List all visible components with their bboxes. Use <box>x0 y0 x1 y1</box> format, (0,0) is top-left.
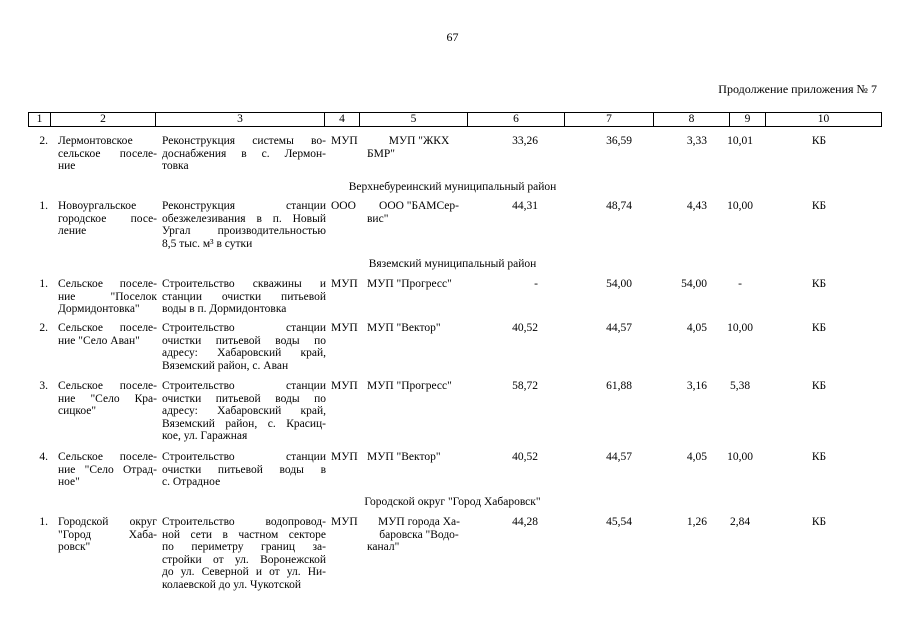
value-col-8: 3,33 <box>686 135 707 147</box>
value-col-7: 48,74 <box>606 200 632 212</box>
cell-line: МУП "Прогресс" <box>367 278 452 290</box>
value-col-8: 4,05 <box>686 451 707 463</box>
cell-line: МУП "Вектор" <box>367 451 441 463</box>
cell-line: Сельское поселе- <box>58 451 157 463</box>
cell-line: ление <box>58 225 87 237</box>
cell-line: ние "Село Кра- <box>58 392 157 405</box>
organization-cell <box>367 322 471 335</box>
cell-line: Сельское поселе- <box>58 380 157 392</box>
cell-line: Реконструкция системы во- <box>162 135 326 147</box>
cell-line: БМР" <box>367 147 395 160</box>
cell-line: Сельское поселе- <box>58 278 157 290</box>
description-cell <box>162 322 326 372</box>
cell-line: Строительство водопровод- <box>162 516 326 528</box>
section-heading: Городской округ "Город Хабаровск" <box>364 496 541 508</box>
description-cell <box>162 516 326 591</box>
municipality-cell <box>58 200 157 238</box>
page-number: 67 <box>446 30 459 44</box>
cell-line: Лермонтовское <box>58 135 133 147</box>
cell-line: Дормидонтовка" <box>58 303 140 315</box>
cell-line: Городской округ <box>58 516 157 528</box>
row-number: 1. <box>39 200 48 212</box>
cell-line: Строительство станции <box>162 322 326 334</box>
organization-cell <box>367 135 471 160</box>
cell-line: ние "Село Отрад- <box>58 463 157 476</box>
cell-line: с. Отрадное <box>162 476 221 488</box>
value-col-8: 1,26 <box>686 516 707 528</box>
row-number: 2. <box>39 322 48 334</box>
value-col-6: 33,26 <box>512 135 538 147</box>
funding-source: КБ <box>811 380 827 392</box>
description-cell <box>162 380 326 443</box>
header-col-7: 7 <box>565 113 654 127</box>
organization-cell <box>367 380 471 393</box>
cell-line: Вяземский район, с. Аван <box>162 359 289 372</box>
value-col-8: 3,16 <box>686 380 707 392</box>
funding-source: КБ <box>811 451 827 463</box>
cell-line: ровск" <box>58 541 91 553</box>
cell-line: Строительство скважины и <box>162 278 326 290</box>
value-col-6: 40,52 <box>512 451 538 463</box>
cell-line: стройки от ул. Воронежской <box>162 553 326 566</box>
org-type-cell: МУП <box>331 451 358 463</box>
cell-line: очистки питьевой воды в <box>162 463 326 476</box>
org-type-cell: МУП <box>331 322 358 334</box>
cell-line: МУП "ЖКХ <box>388 135 450 147</box>
cell-line: по периметру границ за- <box>162 541 326 553</box>
value-col-7: 36,59 <box>606 135 632 147</box>
cell-line: очистки питьевой воды по <box>162 334 326 347</box>
cell-line: городское посе- <box>58 212 157 225</box>
header-col-1: 1 <box>29 113 51 127</box>
cell-line: доснабжения в с. Лермон- <box>162 147 326 160</box>
cell-line: обезжелезивания в п. Новый <box>162 212 326 225</box>
section-heading: Верхнебуреинский муниципальный район <box>348 181 557 193</box>
cell-line: "Город Хаба- <box>58 528 157 541</box>
funding-source: КБ <box>811 516 827 528</box>
value-col-9: 10,01 <box>727 135 753 147</box>
org-type-cell: МУП <box>331 516 358 528</box>
cell-line: до ул. Северной и от ул. Ни- <box>162 566 326 578</box>
value-col-8: 4,43 <box>686 200 707 212</box>
cell-line: ной сети в частном секторе <box>162 528 326 541</box>
value-col-9: - <box>738 278 742 290</box>
municipality-cell <box>58 516 157 554</box>
municipality-cell <box>58 322 157 347</box>
cell-line: Сельское поселе- <box>58 322 157 334</box>
org-type-cell: ООО <box>331 200 356 212</box>
organization-cell <box>367 516 471 554</box>
municipality-cell <box>58 380 157 418</box>
value-col-9: 10,00 <box>727 322 753 334</box>
header-col-6: 6 <box>468 113 565 127</box>
cell-line: ООО "БАМСер- <box>379 200 459 212</box>
cell-line: Ургал производительностью <box>162 225 326 237</box>
value-col-8: 54,00 <box>681 278 707 290</box>
row-number: 2. <box>39 135 48 147</box>
municipality-cell <box>58 278 157 316</box>
cell-line: Реконструкция станции <box>162 200 326 212</box>
section-heading: Вяземский муниципальный район <box>368 258 537 270</box>
org-type-cell: МУП <box>331 135 358 147</box>
value-col-7: 45,54 <box>606 516 632 528</box>
cell-line: канал" <box>367 541 400 553</box>
organization-cell <box>367 278 471 291</box>
cell-line: баровска "Водо- <box>379 528 459 541</box>
header-col-9: 9 <box>730 113 766 127</box>
cell-line: товка <box>162 160 189 172</box>
cell-line: ние "Село Аван" <box>58 334 140 347</box>
funding-source: КБ <box>811 135 827 147</box>
row-number: 4. <box>39 451 48 463</box>
value-col-9: 10,00 <box>727 200 753 212</box>
description-cell <box>162 200 326 250</box>
value-col-9: 5,38 <box>729 380 751 392</box>
cell-line: ние "Поселок <box>58 290 157 303</box>
header-col-4: 4 <box>325 113 360 127</box>
cell-line: сицкое" <box>58 405 97 417</box>
cell-line: 8,5 тыс. м³ в сутки <box>162 237 253 250</box>
cell-line: Новоургальское <box>58 200 137 212</box>
header-col-2: 2 <box>51 113 156 127</box>
municipality-cell <box>58 451 157 489</box>
organization-cell <box>367 451 471 464</box>
value-col-6: 44,28 <box>512 516 538 528</box>
funding-source: КБ <box>811 278 827 290</box>
org-type-cell: МУП <box>331 380 358 392</box>
cell-line: Строительство станции <box>162 451 326 463</box>
cell-line: ное" <box>58 476 80 488</box>
description-cell <box>162 451 326 489</box>
cell-line: МУП "Вектор" <box>367 322 441 334</box>
value-col-9: 10,00 <box>727 451 753 463</box>
cell-line: колаевской до ул. Чукотской <box>162 578 302 591</box>
cell-line: воды в п. Дормидонтовка <box>162 303 287 315</box>
funding-source: КБ <box>811 322 827 334</box>
header-col-5: 5 <box>360 113 468 127</box>
description-cell <box>162 135 326 173</box>
appendix-note: Продолжение приложения № 7 <box>718 82 877 96</box>
cell-line: Вяземский район, с. Красиц- <box>162 417 326 430</box>
funding-source: КБ <box>811 200 827 212</box>
cell-line: МУП города Ха- <box>378 516 460 528</box>
cell-line: кое, ул. Гаражная <box>162 430 248 442</box>
cell-line: станции очистки питьевой <box>162 290 326 303</box>
cell-line: Строительство станции <box>162 380 326 392</box>
cell-line: сельское поселе- <box>58 147 157 160</box>
value-col-7: 54,00 <box>606 278 632 290</box>
cell-line: МУП "Прогресс" <box>367 380 452 392</box>
cell-line: ние <box>58 160 76 172</box>
header-col-3: 3 <box>156 113 325 127</box>
header-col-8: 8 <box>654 113 730 127</box>
row-number: 1. <box>39 278 48 290</box>
value-col-9: 2,84 <box>729 516 751 528</box>
value-col-8: 4,05 <box>686 322 707 334</box>
table-header <box>28 112 882 127</box>
value-col-7: 61,88 <box>606 380 632 392</box>
municipality-cell <box>58 135 157 173</box>
value-col-7: 44,57 <box>606 322 632 334</box>
value-col-6: 40,52 <box>512 322 538 334</box>
row-number: 3. <box>39 380 48 392</box>
value-col-6: 58,72 <box>512 380 538 392</box>
header-col-10: 10 <box>766 113 882 127</box>
value-col-6: - <box>534 278 538 290</box>
value-col-7: 44,57 <box>606 451 632 463</box>
organization-cell <box>367 200 471 225</box>
row-number: 1. <box>39 516 48 528</box>
org-type-cell: МУП <box>331 278 358 290</box>
cell-line: адресу: Хабаровский край, <box>162 405 326 417</box>
cell-line: адресу: Хабаровский край, <box>162 347 326 359</box>
cell-line: очистки питьевой воды по <box>162 392 326 405</box>
cell-line: вис" <box>367 212 389 225</box>
description-cell <box>162 278 326 316</box>
value-col-6: 44,31 <box>512 200 538 212</box>
